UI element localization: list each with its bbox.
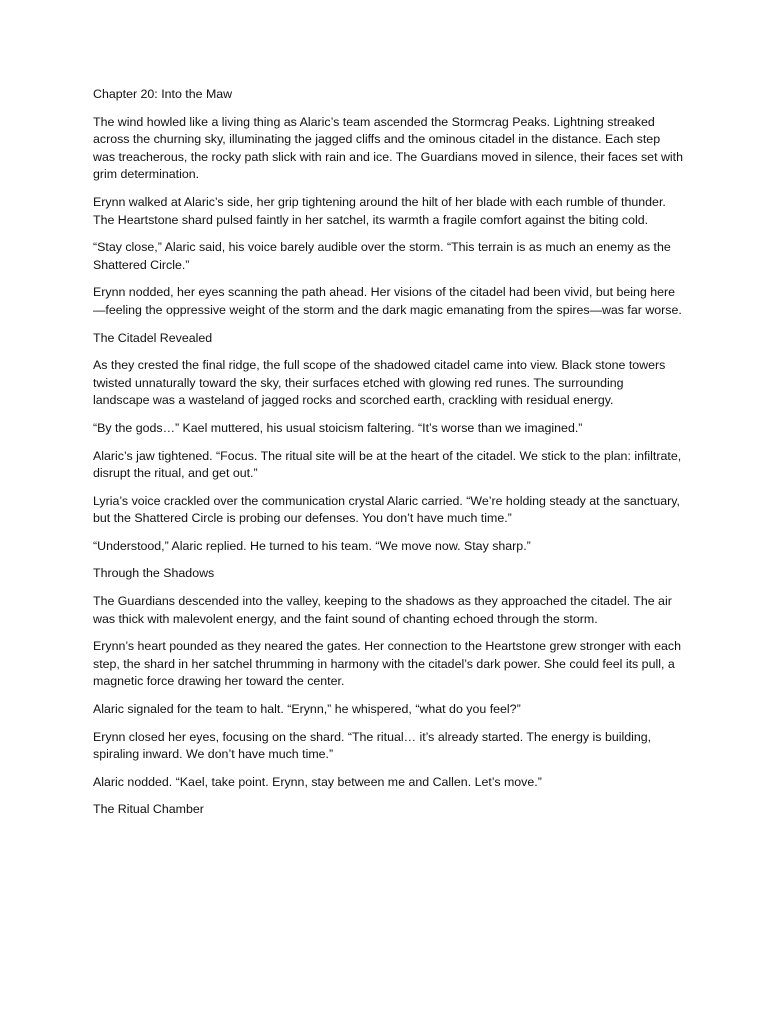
paragraph: Erynn walked at Alaric’s side, her grip tightening around the hilt of her blade with each rumble of thunder. The Heartstone shard pulsed faintly in her satchel, its warmth a fragile comfort against the biting cold.	[93, 194, 666, 227]
paragraph: Erynn nodded, her eyes scanning the path ahead. Her visions of the citadel had been vivid, but being here—feeling the oppressive weight of the storm and the dark magic emanating from the spires—was far worse.	[93, 285, 682, 317]
document-page	[93, 86, 683, 829]
paragraph: Alaric’s jaw tightened. “Focus. The ritual site will be at the heart of the citadel. We stick to the plan: infiltrate, disrupt the ritual, and get out.”	[93, 448, 682, 481]
paragraph: The wind howled like a living thing as Alaric’s team ascended the Stormcrag Peaks. Lightning streaked across the churning sky, illuminating the jagged cliffs and the ominous citadel in the distance. Each step was treacherous, the rocky path slick with rain and ice. The Guardians moved in silence, their faces set with grim determination.	[93, 114, 683, 182]
section-heading: Through the Shadows	[93, 566, 215, 581]
paragraph: Lyria’s voice crackled over the communication crystal Alaric carried. “We’re holding steady at the sanctuary, but the Shattered Circle is probing our defenses. You don’t have much time.”	[93, 493, 680, 526]
section-heading: The Ritual Chamber	[93, 802, 204, 817]
paragraph: “Stay close,” Alaric said, his voice barely audible over the storm. “This terrain is as much an enemy as the Shattered Circle.”	[93, 240, 671, 272]
paragraph: Alaric signaled for the team to halt. “Erynn,” he whispered, “what do you feel?”	[93, 702, 521, 717]
paragraph: Erynn’s heart pounded as they neared the gates. Her connection to the Heartstone grew stronger with each step, the shard in her satchel thrumming in harmony with the citadel’s dark power. She could feel its pull, a magnetic force drawing her toward the center.	[93, 639, 681, 689]
section-heading: The Citadel Revealed	[93, 330, 213, 345]
paragraph: Alaric nodded. “Kael, take point. Erynn, stay between me and Callen. Let’s move.”	[93, 774, 542, 789]
chapter-title: Chapter 20: Into the Maw	[93, 87, 233, 101]
paragraph: Erynn closed her eyes, focusing on the shard. “The ritual… it’s already started. The energy is building, spiraling inward. We don’t have much time.”	[93, 729, 652, 762]
paragraph: “Understood,” Alaric replied. He turned to his team. “We move now. Stay sharp.”	[93, 538, 531, 553]
paragraph: As they crested the final ridge, the full scope of the shadowed citadel came into view. Black stone towers twisted unnaturally toward the sky, their surfaces etched with glowing red runes. The surrounding landscape was a wasteland of jagged rocks and scorched earth, crackling with residual energy.	[93, 358, 666, 408]
paragraph: The Guardians descended into the valley, keeping to the shadows as they approached the citadel. The air was thick with malevolent energy, and the faint sound of chanting echoed through the storm.	[93, 594, 672, 626]
paragraph: “By the gods…” Kael muttered, his usual stoicism faltering. “It’s worse than we imagined.”	[93, 420, 583, 435]
